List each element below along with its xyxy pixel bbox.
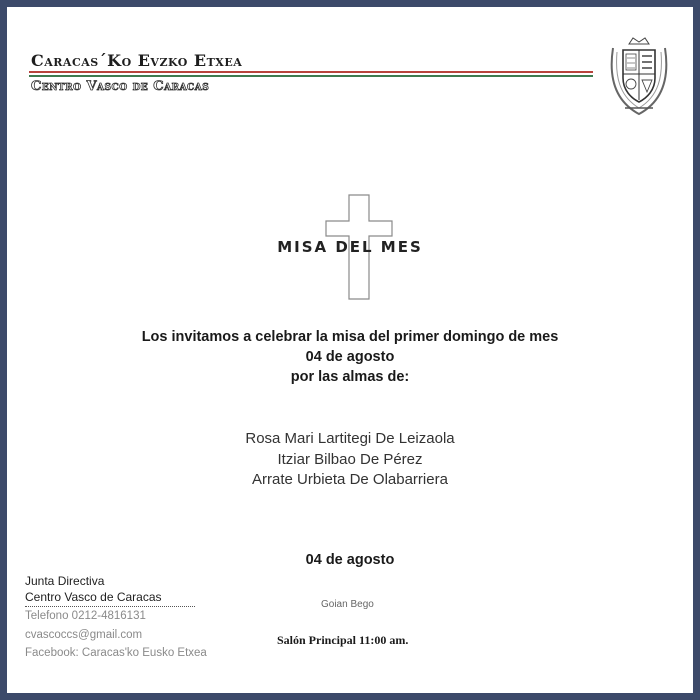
organization-subtitle: Centro Vasco de Caracas: [31, 79, 210, 94]
invitation-sheet: [7, 7, 693, 693]
invite-line: por las almas de:: [290, 369, 410, 385]
list-item: Arrate Urbieta De Olabarriera: [252, 471, 448, 488]
names-list: [7, 429, 693, 491]
organization-name: Caracas´Ko Evzko Etxea: [31, 51, 243, 70]
invitation-text: [7, 327, 693, 387]
event-title: MISA DEL MES: [277, 238, 423, 256]
facebook-text: Facebook: Caracas'ko Eusko Etxea: [25, 647, 207, 659]
crest-icon: [607, 34, 671, 118]
list-item: Rosa Mari Lartitegi De Leizaola: [245, 430, 455, 447]
list-item: Itziar Bilbao De Pérez: [277, 450, 423, 468]
center-name: Centro Vasco de Caracas: [25, 589, 195, 607]
header-rule-green: [29, 75, 593, 77]
event-date: 04 de agosto: [305, 552, 395, 568]
venue-time: Salón Principal 11:00 am.: [277, 633, 409, 647]
farewell-text: Goian Bego: [321, 599, 374, 610]
header-rule-red: [29, 71, 593, 73]
board-label: Junta Directiva: [25, 574, 105, 588]
invite-line: Los invitamos a celebrar la misa del primer domingo de mes: [141, 329, 559, 345]
contact-block: [25, 573, 207, 663]
phone-text: Telefono 0212-4816131: [25, 610, 146, 622]
email-text: cvascoccs@gmail.com: [25, 628, 143, 641]
invite-date: 04 de agosto: [305, 349, 395, 365]
